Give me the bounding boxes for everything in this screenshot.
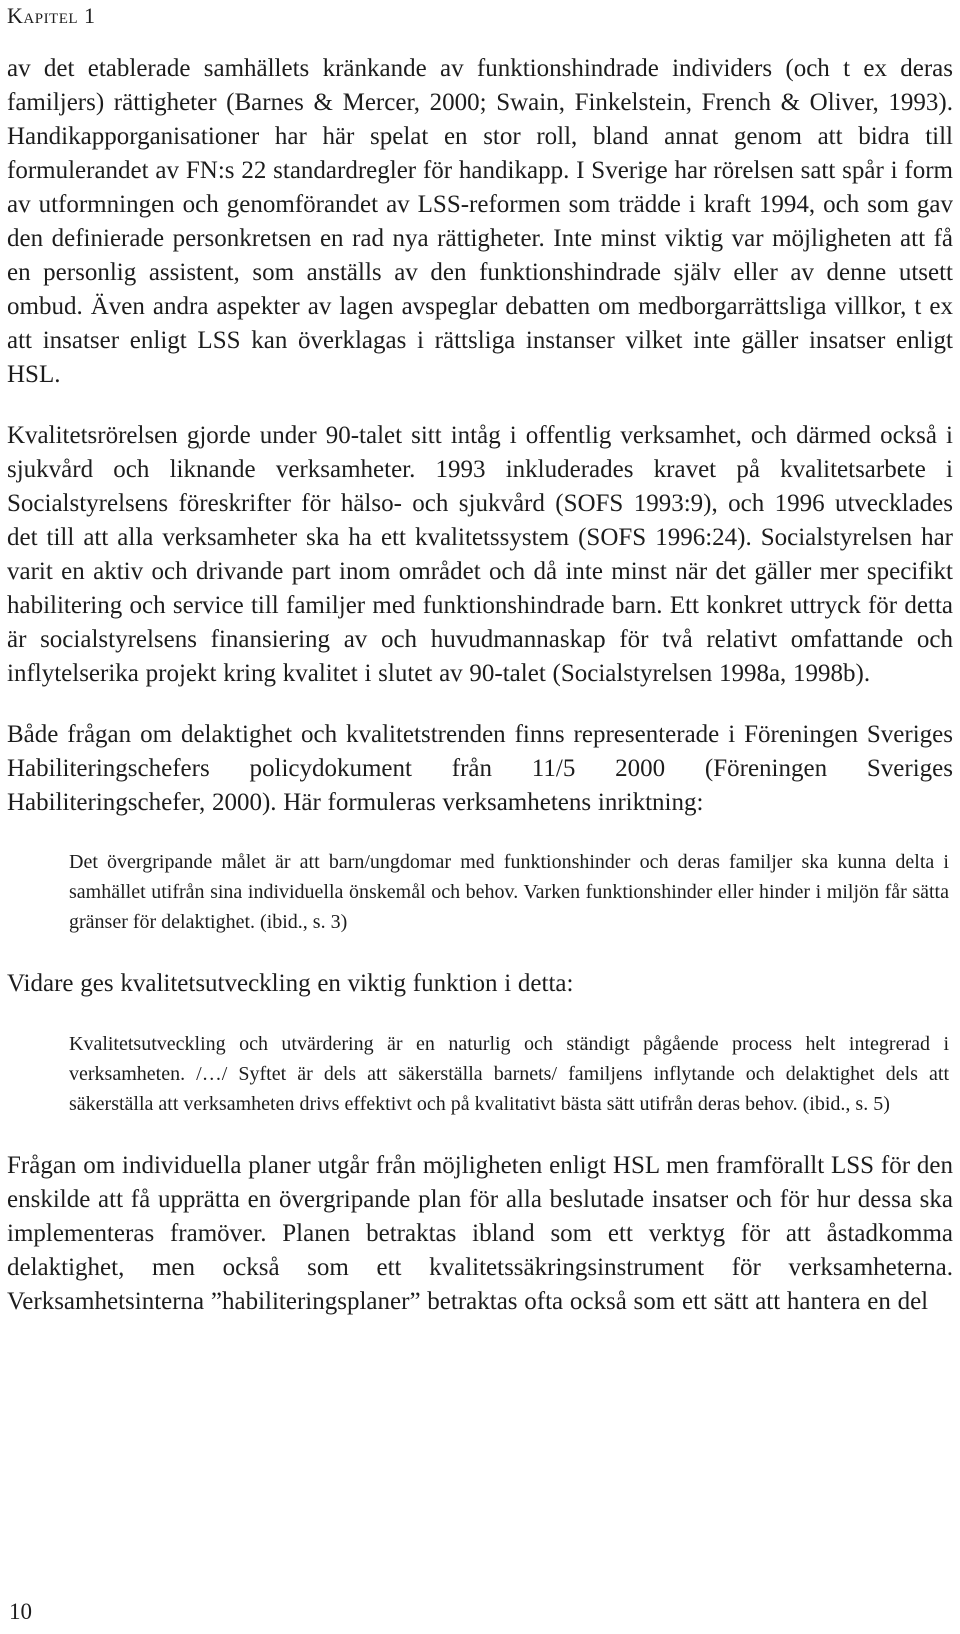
paragraph-1: av det etablerade samhällets kränkande av funktionshindrade individers (och t ex deras familjers) rättigheter (Barnes & Mercer, 2000; Swain, Finkelstein, French & Oliver, 1993). Handikapporganisationer har här spelat en stor roll, bland annat genom att bidra till formulerandet av FN:s 22 standardregler för handikapp. I Sverige har rörelsen satt spår i form av utformningen och genomförandet av LSS-reformen som trädde i kraft 1994, och som gav den definierade personkretsen en rad nya rättigheter. Inte minst viktig var möjligheten att få en personlig assistent, som anställs av den funktionshindrade själv eller av denne utsett ombud. Även andra aspekter av lagen avspeglar debatten om medborgarrättsliga villkor, t ex att insatser enligt LSS kan överklagas i rättsliga instanser vilket inte gäller insatser enligt HSL. — [7, 55, 953, 388]
paragraph-2: Kvalitetsrörelsen gjorde under 90-talet sitt intåg i offentlig verksamhet, och därmed också i sjukvård och liknande verksamheter. 1993 inkluderades kravet på kvalitetsarbete i Socialstyrelsens föreskrifter för hälso- och sjukvård (SOFS 1993:9), och 1996 utvecklades det till att alla verksamheter ska ha ett kvalitetssystem (SOFS 1996:24). Socialstyrelsen har varit en aktiv och drivande part inom området och då inte minst när det gäller mer specifikt habilitering och service till familjer med funktionshindrade barn. Ett konkret uttryck för detta är socialstyrelsens finansiering av och huvudmannaskap för två relativt omfattande och inflytelserika projekt kring kvalitet i slutet av 90-talet (Socialstyrelsen 1998a, 1998b). — [7, 422, 953, 687]
paragraph-3: Både frågan om delaktighet och kvalitetstrenden finns representerade i Föreningen Sveriges Habiliteringschefers policydokument från 11/5 2000 (Föreningen Sveriges Habiliteringschefer, 2000). Här formuleras verksamhetens inriktning: — [7, 721, 953, 816]
block-quote-2: Kvalitetsutveckling och utvärdering är en naturlig och ständigt pågående process helt integrerad i verksamheten. /…/ Syftet är dels att säkerställa barnets/ familjens inflytande och delaktighet dels att säkerställa att verksamheten drivs effektivt och på kvalitativt bästa sätt utifrån deras behov. (ibid., s. 5) — [69, 1033, 949, 1115]
running-head: Kapitel 1 — [7, 3, 96, 28]
page-body — [7, 52, 953, 1346]
paragraph-4: Vidare ges kvalitetsutveckling en viktig funktion i detta: — [7, 970, 574, 997]
paragraph-5: Frågan om individuella planer utgår från möjligheten enligt HSL men framförallt LSS för den enskilde att få upprätta en övergripande plan för alla beslutade insatser och för hur dessa ska implementeras framöver. Planen betraktas ibland som ett verktyg för att åstadkomma delaktighet, men också som ett kvalitetssäkringsinstrument för verksamheterna. Verksamhetsinterna ”habiliteringsplaner” betraktas ofta också som ett sätt att hantera en del — [7, 1152, 953, 1315]
block-quote-1: Det övergripande målet är att barn/ungdomar med funktionshinder och deras familjer ska kunna delta i samhället utifrån sina individuella önskemål och behov. Varken funktionshinder eller hinder i miljön får sätta gränser för delaktighet. (ibid., s. 3) — [69, 851, 949, 933]
page-number: 10 — [9, 1599, 32, 1624]
